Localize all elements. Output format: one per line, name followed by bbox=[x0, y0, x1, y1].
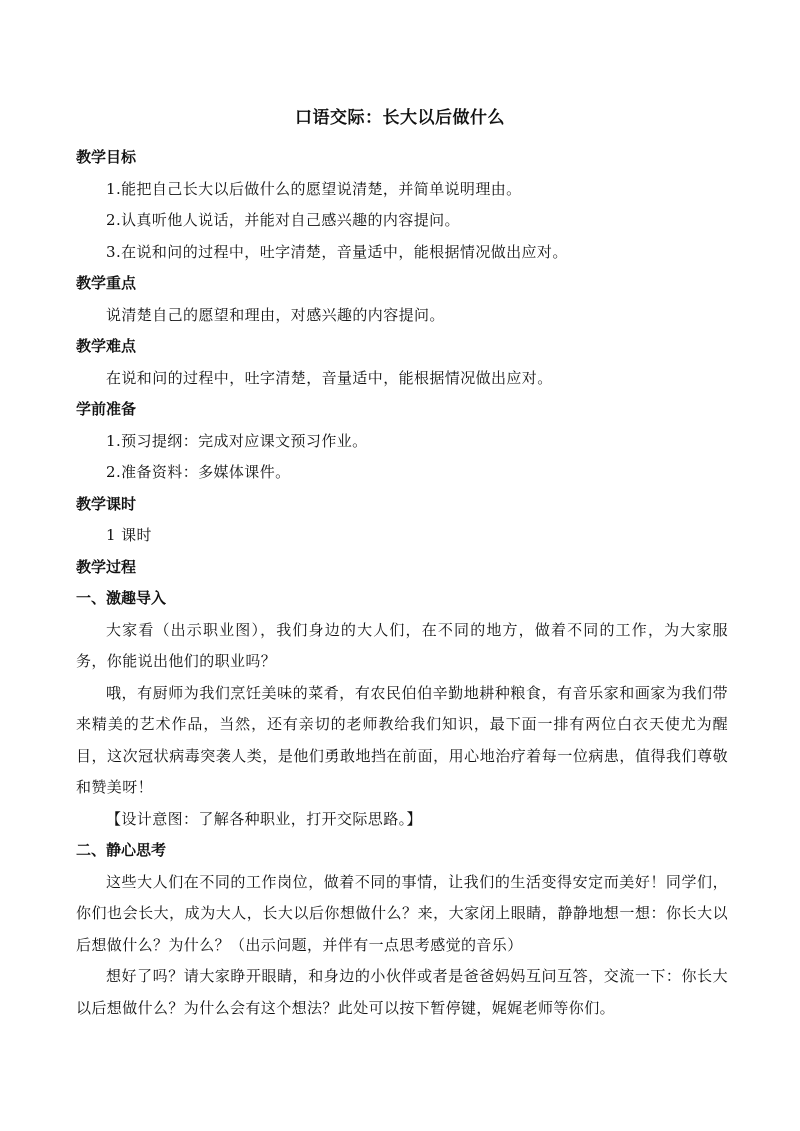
difficulties-text: 在说和问的过程中，吐字清楚，音量适中，能根据情况做出应对。 bbox=[106, 368, 553, 387]
heading-key-points: 教学重点 bbox=[76, 274, 137, 292]
document-body bbox=[76, 142, 728, 1024]
heading-preparation: 学前准备 bbox=[76, 400, 137, 418]
objective-item-1: 1.能把自己长大以后做什么的愿望说清楚，并简单说明理由。 bbox=[106, 179, 522, 198]
heading-difficulties: 教学难点 bbox=[76, 337, 137, 355]
part2-paragraph-2: 想好了吗？请大家睁开眼睛，和身边的小伙伴或者是爸爸妈妈互问互答，交流一下：你长大以后想做什么？为什么会有这个想法？此处可以按下暂停键，娓娓老师等你们。 bbox=[76, 967, 728, 1017]
objective-item-2: 2.认真听他人说话，并能对自己感兴趣的内容提问。 bbox=[106, 211, 460, 229]
heading-part1: 一、激趣导入 bbox=[76, 589, 167, 607]
objective-item-3: 3.在说和问的过程中，吐字清楚，音量适中，能根据情况做出应对。 bbox=[106, 242, 568, 261]
preparation-item-1: 1.预习提纲：完成对应课文预习作业。 bbox=[106, 431, 368, 450]
hours-text: 1 课时 bbox=[106, 526, 152, 544]
key-points-text: 说清楚自己的愿望和理由，对感兴趣的内容提问。 bbox=[106, 305, 445, 324]
part1-design-intent: 【设计意图：了解各种职业，打开交际思路。】 bbox=[106, 809, 422, 828]
heading-process: 教学过程 bbox=[76, 557, 137, 576]
document-title: 口语交际：长大以后做什么 bbox=[295, 108, 505, 128]
part2-paragraph-1: 这些大人们在不同的工作岗位，做着不同的事情，让我们的生活变得安定而美好！同学们，你们也会长大，成为大人，长大以后你想做什么？来，大家闭上眼睛，静静地想一想：你长大以后想做什么？为什么？（出示问题，并伴有一点思考感觉的音乐） bbox=[76, 872, 728, 954]
preparation-item-2: 2.准备资料：多媒体课件。 bbox=[106, 463, 291, 481]
heading-objectives: 教学目标 bbox=[76, 148, 137, 166]
heading-hours: 教学课时 bbox=[76, 494, 137, 513]
part1-paragraph-2: 哦，有厨师为我们烹饪美味的菜肴，有农民伯伯辛勤地耕种粮食，有音乐家和画家为我们带来精美的艺术作品，当然，还有亲切的老师教给我们知识，最下面一排有两位白衣天使尤为醒目，这次冠状病毒突袭人类，是他们勇敢地挡在前面，用心地治疗着每一位病患，值得我们尊敬和赞美呀！ bbox=[76, 683, 728, 796]
part1-paragraph-1: 大家看（出示职业图），我们身边的大人们，在不同的地方，做着不同的工作，为大家服务，你能说出他们的职业吗？ bbox=[76, 620, 728, 670]
heading-part2: 二、静心思考 bbox=[76, 841, 167, 859]
